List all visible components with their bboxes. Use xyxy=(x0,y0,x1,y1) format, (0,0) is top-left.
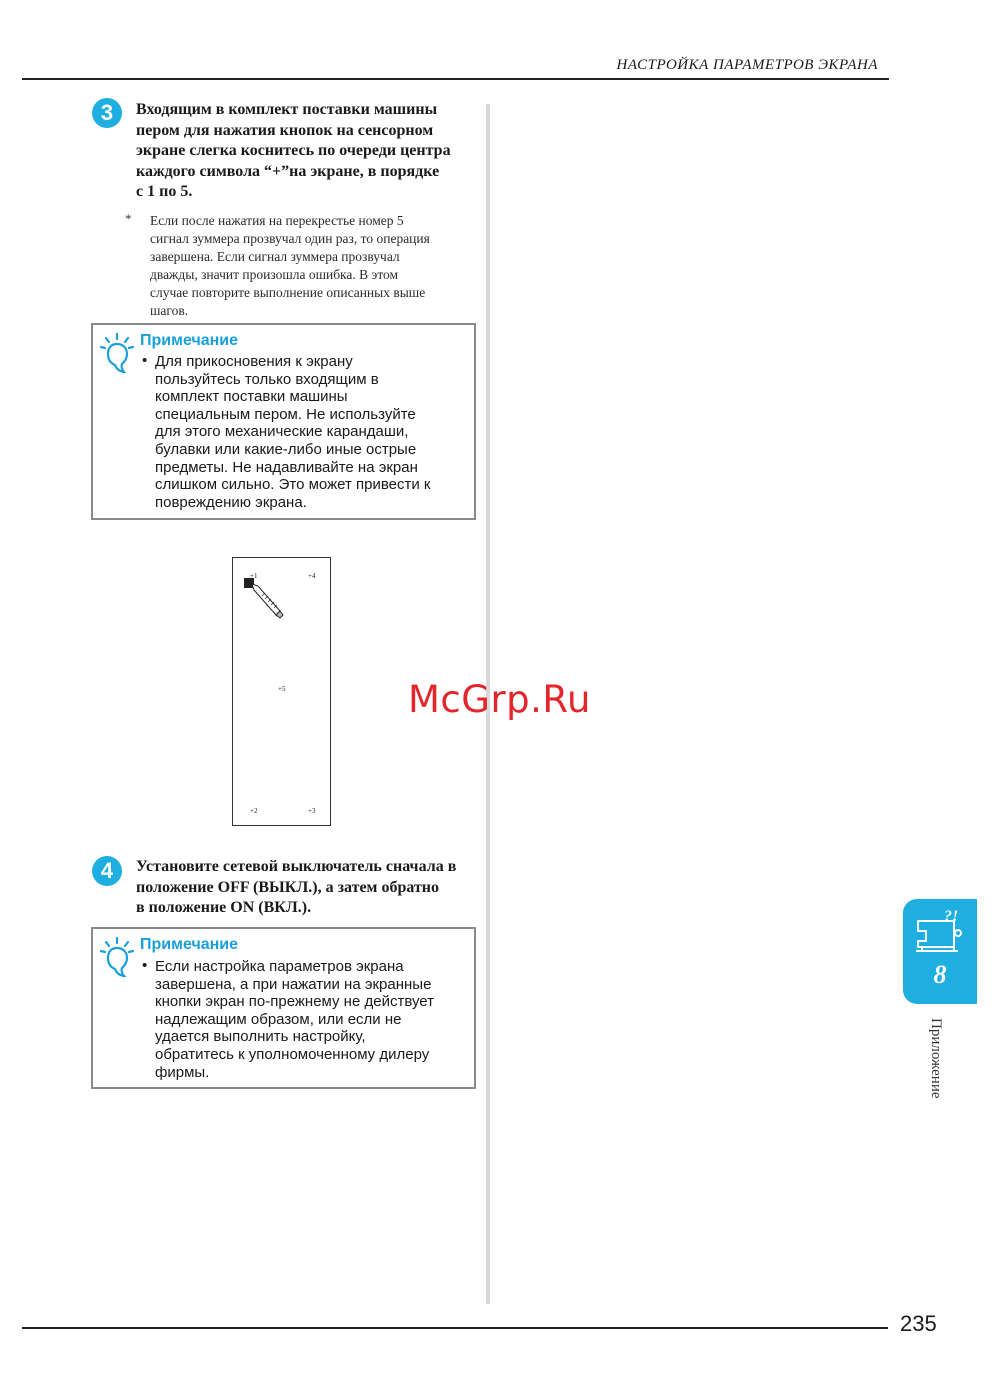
note-line: надлежащим образом, или если не xyxy=(155,1010,402,1028)
stylus-pen-icon xyxy=(250,582,286,620)
note-line: удается выполнить настройку, xyxy=(155,1028,366,1046)
step-3-text xyxy=(136,100,481,203)
svg-text:?!: ?! xyxy=(944,908,959,925)
footnote-line: завершена. Если сигнал зуммера прозвучал xyxy=(150,248,400,264)
note-line: слишком сильно. Это может привести к xyxy=(155,476,431,494)
note-line: повреждению экрана. xyxy=(155,493,307,511)
calibration-mark: +2 xyxy=(250,807,258,815)
calibration-mark: +1 xyxy=(250,572,258,580)
calibration-mark: +4 xyxy=(308,572,316,580)
footnote-line: Если после нажатия на перекрестье номер 5 xyxy=(150,213,404,228)
note-label: Примечание xyxy=(140,332,239,349)
step-4-text xyxy=(136,857,481,919)
note-line: пользуйтесь только входящим в xyxy=(155,370,379,388)
step-4-line: в положение ON (ВКЛ.). xyxy=(136,899,312,917)
step-3-badge: 3 xyxy=(92,98,122,128)
note-bullet: • xyxy=(142,957,148,974)
step-4-line: Установите сетевой выключатель сначала в xyxy=(136,858,457,875)
note-bullet: • xyxy=(142,352,148,369)
note-line: Если настройка параметров экрана xyxy=(155,958,404,975)
page-number: 235 xyxy=(900,1311,937,1336)
step-3-line: пером для нажатия кнопок на сенсорном xyxy=(136,121,434,139)
note-line: кнопки экран по-прежнему не действует xyxy=(155,993,435,1011)
watermark: McGrp.Ru xyxy=(408,678,591,721)
note-label: Примечание xyxy=(140,936,239,953)
note-line: специальным пером. Не используйте xyxy=(155,405,416,423)
step-3-line: Входящим в комплект поставки машины xyxy=(136,101,438,118)
note-line: обратитесь к уполномоченному дилеру xyxy=(155,1045,430,1063)
note-line: предметы. Не надавливайте на экран xyxy=(155,458,418,476)
chapter-number: 8 xyxy=(933,960,947,989)
step-3-line: экране слегка коснитесь по очереди центра xyxy=(136,142,451,160)
calibration-mark: +3 xyxy=(308,807,316,815)
section-title: НАСТРОЙКА ПАРАМЕТРОВ ЭКРАНА xyxy=(616,57,878,73)
lightbulb-icon xyxy=(100,333,134,373)
sewing-machine-help-icon xyxy=(914,907,968,953)
step-3-line: каждого символа “+”на экране, в порядке xyxy=(136,162,440,180)
chapter-label: Приложение xyxy=(928,1018,944,1099)
note-line: фирмы. xyxy=(155,1063,210,1081)
footnote-line: дважды, значит произошла ошибка. В этом xyxy=(150,266,399,282)
note-line: Для прикосновения к экрану xyxy=(155,353,353,370)
note-line: булавки или какие-либо иные острые xyxy=(155,440,417,458)
step-4-badge: 4 xyxy=(92,856,122,886)
footnote-text xyxy=(150,212,475,319)
note-line: завершена, а при нажатии на экранные xyxy=(155,975,432,993)
note-line: комплект поставки машины xyxy=(155,388,348,406)
footnote-line: сигнал зуммера прозвучал один раз, то операция xyxy=(150,230,430,246)
step-3-line: с 1 по 5. xyxy=(136,183,193,201)
step-4-line: положение OFF (ВЫКЛ.), а затем обратно xyxy=(136,878,440,896)
footnote-marker: * xyxy=(125,211,132,226)
note-1-text xyxy=(155,353,470,511)
calibration-mark: +5 xyxy=(278,685,286,693)
note-line: для этого механические карандаши, xyxy=(155,423,409,441)
note-2-text xyxy=(155,958,473,1081)
footnote-line: случае повторите выполнение описанных выше xyxy=(150,284,426,300)
footnote-line: шагов. xyxy=(150,302,189,318)
header-rule xyxy=(22,78,889,80)
lightbulb-icon xyxy=(100,937,134,977)
footer-rule xyxy=(22,1327,888,1329)
